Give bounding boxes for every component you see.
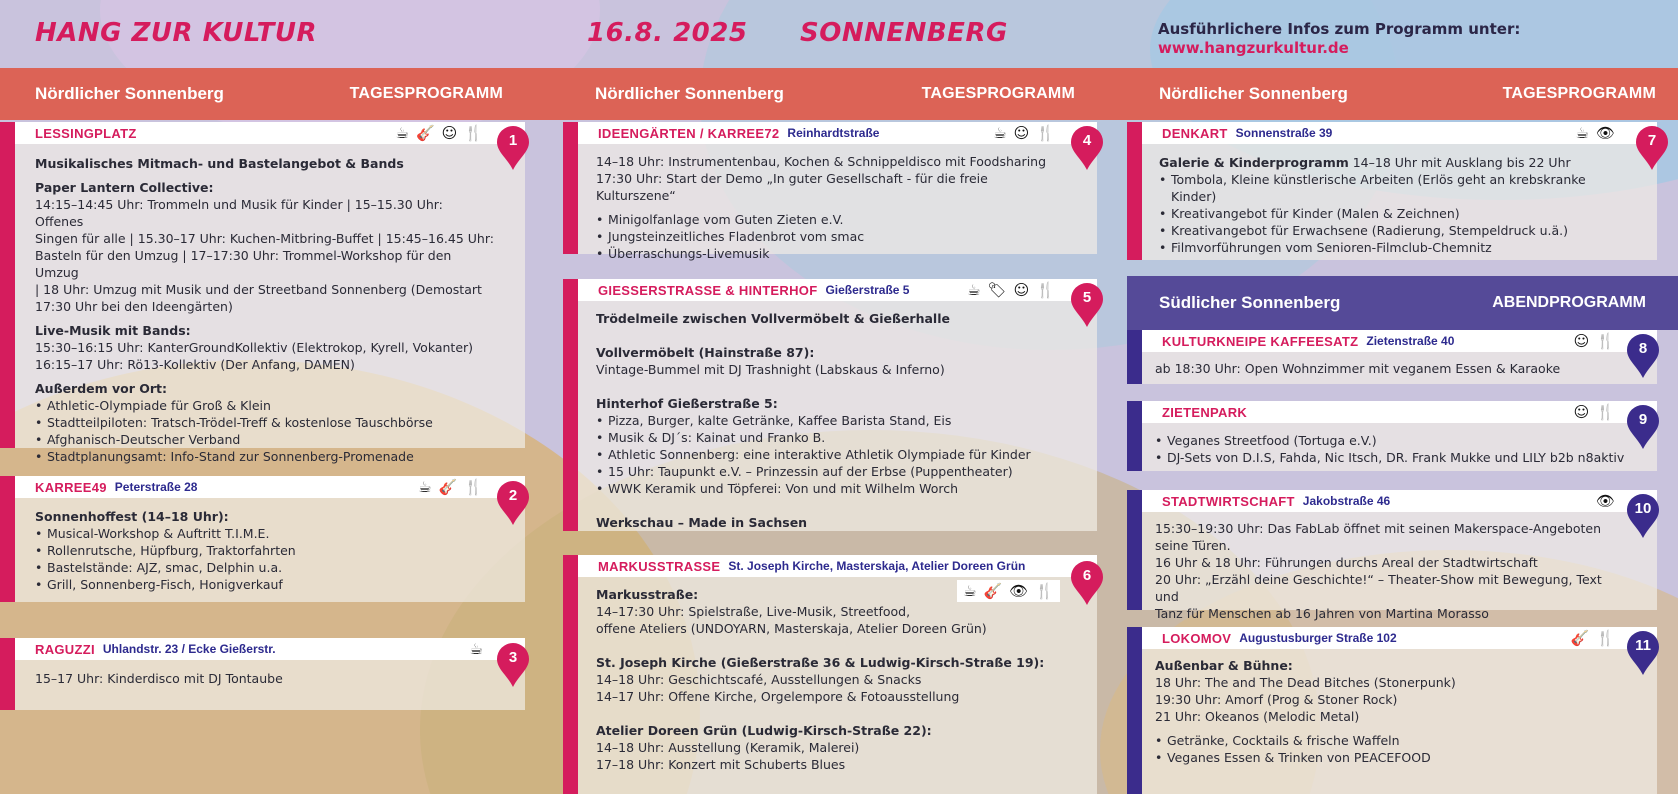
- list-item: • DJ-Sets von D.I.S, Fahda, Nic Itsch, DR. Frank Mukke und LILY b2b n8aktiv: [1155, 449, 1627, 466]
- venue-6: [563, 555, 1097, 794]
- venue-body: [596, 310, 1067, 531]
- list-item: • Filmvorführungen vom Senioren-Filmclub-Chemnitz: [1159, 239, 1627, 256]
- kids-icon: ☺: [441, 123, 458, 142]
- text-line: Markusstraße:: [596, 587, 699, 602]
- text-line: Galerie & Kinderprogramm: [1159, 155, 1349, 170]
- list-item: • Jungsteinzeitliches Fladenbrot vom smac: [596, 228, 1067, 245]
- venue-body: [1159, 154, 1627, 256]
- food-icon: 🍴: [1036, 123, 1055, 142]
- text-line: ab 18:30 Uhr: Open Wohnzimmer mit veganem Essen & Karaoke: [1155, 361, 1561, 376]
- band-south: [1127, 276, 1678, 330]
- venue-icons: [1574, 330, 1615, 352]
- venue-icons: [1571, 627, 1615, 649]
- list-item: • Überraschungs-Livemusik: [596, 245, 1067, 262]
- text-line: Live-Musik mit Bands:: [35, 323, 191, 338]
- kids-icon: ☺: [1013, 280, 1030, 299]
- text-line: 16:15–17 Uhr: Rö13-Kollektiv (Der Anfang, DAMEN): [35, 357, 355, 372]
- list-item: • Kreativangebot für Kinder (Malen & Zeichnen): [1159, 205, 1627, 222]
- venue-name: DENKART: [1162, 125, 1228, 141]
- venue-1: [0, 122, 525, 464]
- text-line: Paper Lantern Collective:: [35, 180, 214, 195]
- food-icon: 🍴: [464, 123, 483, 142]
- workshop-icon: ☕: [967, 280, 981, 299]
- venue-icons: [418, 476, 483, 498]
- venue-name: GIESSERSTRASSE & HINTERHOF: [598, 282, 818, 298]
- page-header: [0, 0, 1678, 68]
- eye-icon: 👁: [1595, 123, 1615, 142]
- text-line: 19:30 Uhr: Amorf (Prog & Stoner Rock): [1155, 692, 1398, 707]
- workshop-icon: ☕: [395, 123, 409, 142]
- map-pin-1: [497, 126, 529, 166]
- text-line: 20 Uhr: „Erzähl deine Geschichte!“ – Theater-Show mit Bewegung, Text und: [1155, 572, 1602, 604]
- venue-11: [1127, 627, 1657, 794]
- eye-icon: 👁: [1009, 581, 1029, 600]
- text-line: 14:15–14:45 Uhr: Trommeln und Musik für Kinder | 15–15.30 Uhr: Offenes: [35, 197, 443, 229]
- pin-number: 6: [1082, 567, 1092, 584]
- event-place: SONNENBERG: [800, 18, 1008, 48]
- venue-address: Uhlandstr. 23 / Ecke Gießerstr.: [102, 642, 276, 656]
- food-icon: 🍴: [1036, 280, 1055, 299]
- text-line: 14–18 Uhr: Instrumentenbau, Kochen & Schnippeldisco mit Foodsharing: [596, 154, 1047, 169]
- map-pin-3: [497, 643, 529, 683]
- text-line: 17–18 Uhr: Konzert mit Schuberts Blues: [596, 757, 846, 772]
- text-line: Atelier Doreen Grün (Ludwig-Kirsch-Straße 22):: [596, 723, 932, 738]
- text-line: 14–17:30 Uhr: Spielstraße, Live-Musik, Streetfood,: [596, 604, 911, 619]
- venue-address: Sonnenstraße 39: [1235, 126, 1333, 140]
- map-pin-5: [1071, 283, 1103, 323]
- text-line: Werkschau – Made in Sachsen: [596, 515, 808, 530]
- text-line: Außenbar & Bühne:: [1155, 658, 1293, 673]
- venue-name: MARKUSSTRASSE: [598, 558, 721, 574]
- venue-icons: [470, 638, 483, 660]
- market-icon: 🏷: [987, 280, 1007, 299]
- venue-address: St. Joseph Kirche, Masterskaja, Atelier Doreen Grün: [728, 559, 1026, 573]
- text-line: 14–18 Uhr: Geschichtscafé, Ausstellungen & Snacks: [596, 672, 922, 687]
- text-line: Singen für alle | 15.30–17 Uhr: Kuchen-Mitbring-Buffet | 15:45–16.45 Uhr:: [35, 231, 494, 246]
- map-pin-4: [1071, 126, 1103, 166]
- text-line: Vollvermöbelt (Hainstraße 87):: [596, 345, 815, 360]
- venue-address: Augustusburger Straße 102: [1239, 631, 1397, 645]
- venue-address: Jakobstraße 46: [1302, 494, 1391, 508]
- venue-name: STADTWIRTSCHAFT: [1162, 493, 1295, 509]
- music-icon: 🎸: [415, 123, 435, 142]
- band-area: Nördlicher Sonnenberg: [1159, 84, 1348, 103]
- list-item: • Rollenrutsche, Hüpfburg, Traktorfahrten: [35, 542, 495, 559]
- list-item: • Stadtplanungsamt: Info-Stand zur Sonnenberg-Promenade: [35, 448, 495, 465]
- venue-icons: [1574, 401, 1615, 423]
- food-icon: 🍴: [464, 477, 483, 496]
- venue-address: Reinhardtstraße: [787, 126, 880, 140]
- website-link[interactable]: www.hangzurkultur.de: [1158, 39, 1349, 57]
- text-line: 14–18 Uhr: Ausstellung (Keramik, Malerei): [596, 740, 860, 755]
- workshop-icon: ☕: [1575, 123, 1589, 142]
- venue-3: [0, 638, 525, 710]
- text-line: Außerdem vor Ort:: [35, 381, 168, 396]
- list-item: • Veganes Streetfood (Tortuga e.V.): [1155, 432, 1627, 449]
- list-item: • Athletic-Olympiade für Groß & Klein: [35, 397, 495, 414]
- venue-address: Zietenstraße 40: [1366, 334, 1455, 348]
- venue-body: [35, 155, 495, 465]
- kids-icon: ☺: [1573, 402, 1590, 421]
- pin-number: 7: [1647, 132, 1657, 149]
- text-line: offene Ateliers (UNDOYARN, Masterskaja, Atelier Doreen Grün): [596, 621, 987, 636]
- venue-header: [578, 555, 1097, 577]
- text-line: Hinterhof Gießerstraße 5:: [596, 396, 778, 411]
- pin-number: 9: [1638, 411, 1648, 428]
- band-north-1: [0, 68, 525, 120]
- text-line: 15–17 Uhr: Kinderdisco mit DJ Tontaube: [35, 671, 283, 686]
- venue-5: [563, 279, 1097, 531]
- food-icon: 🍴: [1596, 331, 1615, 350]
- venue-icons: [396, 122, 483, 144]
- venue-header: [15, 638, 525, 660]
- venue-4: [563, 122, 1097, 261]
- venue-address: Gießerstraße 5: [825, 283, 910, 297]
- list-item: • Veganes Essen & Trinken von PEACEFOOD: [1155, 749, 1627, 766]
- list-item: • Bastelstände: AJZ, smac, Delphin u.a.: [35, 559, 495, 576]
- map-pin-11: [1627, 631, 1659, 671]
- text-line: Vintage-Bummel mit DJ Trashnight (Labskaus & Inferno): [596, 362, 945, 377]
- venue-body: [35, 670, 495, 687]
- map-pin-10: [1627, 494, 1659, 534]
- list-item: • Grill, Sonnenberg-Fisch, Honigverkauf: [35, 576, 495, 593]
- venue-icons: [967, 279, 1055, 301]
- venue-body: [1155, 360, 1627, 377]
- map-pin-7: [1636, 126, 1668, 166]
- text-line: 17:30 Uhr bei den Ideengärten): [35, 299, 233, 314]
- band-program: ABENDPROGRAMM: [1492, 294, 1646, 311]
- event-date: 16.8. 2025: [587, 18, 748, 48]
- venue-icons: [993, 122, 1055, 144]
- text-line: 17:30 Uhr: Start der Demo „In guter Gesellschaft - für die freie Kulturszene“: [596, 171, 988, 203]
- venue-body: [1155, 432, 1627, 466]
- band-program: TAGESPROGRAMM: [921, 85, 1075, 102]
- text-line: 18 Uhr: The and The Dead Bitches (Stonerpunk): [1155, 675, 1456, 690]
- band-north-3: [1124, 68, 1678, 120]
- workshop-icon: ☕: [963, 581, 977, 600]
- workshop-icon: ☕: [418, 477, 432, 496]
- info-label: Ausführlichere Infos zum Programm unter:: [1158, 20, 1521, 38]
- text-line: Trödelmeile zwischen Vollvermöbelt & Gießerhalle: [596, 311, 950, 326]
- pin-number: 1: [508, 132, 518, 149]
- kids-icon: ☺: [1013, 123, 1030, 142]
- text-line: Basteln für den Umzug | 17–17:30 Uhr: Trommel-Workshop für den Umzug: [35, 248, 452, 280]
- venue-7: [1127, 122, 1657, 260]
- pin-number: 10: [1634, 500, 1652, 517]
- venue-9: [1127, 401, 1657, 471]
- band-area: Nördlicher Sonnenberg: [35, 84, 224, 103]
- text-line: 14–17 Uhr: Offene Kirche, Orgelempore & Fotoausstellung: [596, 689, 960, 704]
- list-item: • Afghanisch-Deutscher Verband: [35, 431, 495, 448]
- pin-number: 5: [1082, 289, 1092, 306]
- food-icon: 🍴: [1596, 402, 1615, 421]
- text-line: Musikalisches Mitmach- und Bastelangebot & Bands: [35, 156, 404, 171]
- food-icon: 🍴: [1035, 581, 1054, 600]
- venue-name: LOKOMOV: [1162, 630, 1232, 646]
- pin-number: 3: [508, 649, 518, 666]
- text-line: seine Türen.: [1155, 538, 1231, 553]
- text-line: 14–18 Uhr mit Ausklang bis 22 Uhr: [1348, 155, 1571, 170]
- venue-icons: [1596, 490, 1615, 512]
- venue-name: KARREE49: [35, 479, 107, 495]
- list-item: • Tombola, Kleine künstlerische Arbeiten (Erlös geht an krebskranke Kinder): [1159, 171, 1627, 205]
- map-pin-2: [497, 481, 529, 521]
- workshop-icon: ☕: [993, 123, 1007, 142]
- list-item: • Pizza, Burger, kalte Getränke, Kaffee Barista Stand, Eis: [596, 412, 1067, 429]
- band-area: Nördlicher Sonnenberg: [595, 84, 784, 103]
- list-item: • Getränke, Cocktails & frische Waffeln: [1155, 732, 1627, 749]
- event-title: HANG ZUR KULTUR: [35, 18, 318, 48]
- text-line: | 18 Uhr: Umzug mit Musik und der Streetband Sonnenberg (Demostart: [35, 282, 482, 297]
- text-line: 21 Uhr: Okeanos (Melodic Metal): [1155, 709, 1360, 724]
- eye-icon: 👁: [1595, 491, 1615, 510]
- list-item: • Athletic Sonnenberg: eine interaktive Athletik Olympiade für Kinder: [596, 446, 1067, 463]
- pin-number: 4: [1082, 132, 1092, 149]
- list-item: • Kreativangebot für Erwachsene (Radierung, Stempeldruck u.ä.): [1159, 222, 1627, 239]
- venue-10: [1127, 490, 1657, 621]
- list-item: • Stadtteilpiloten: Tratsch-Trödel-Treff & kostenlose Tauschbörse: [35, 414, 495, 431]
- music-icon: 🎸: [438, 477, 458, 496]
- venue-body: [1155, 657, 1627, 766]
- list-item: • WWK Keramik und Töpferei: Von und mit Wilhelm Worch: [596, 480, 1067, 497]
- venue-name: KULTURKNEIPE KAFFEESATZ: [1162, 333, 1359, 349]
- venue-8: [1127, 330, 1657, 384]
- text-line: 15:30–16:15 Uhr: KanterGroundKollektiv (Elektrokop, Kyrell, Vokanter): [35, 340, 474, 355]
- venue-2: [0, 476, 525, 602]
- list-item: • Minigolfanlage vom Guten Zieten e.V.: [596, 211, 1067, 228]
- band-area: Südlicher Sonnenberg: [1159, 293, 1341, 312]
- food-icon: 🍴: [1596, 628, 1615, 647]
- text-line: Tanz für Menschen ab 16 Jahren von Martina Morasso: [1155, 606, 1489, 621]
- text-line: 16 Uhr & 18 Uhr: Führungen durchs Areal der Stadtwirtschaft: [1155, 555, 1538, 570]
- list-item: • 15 Uhr: Taupunkt e.V. – Prinzessin auf der Erbse (Puppentheater): [596, 463, 1067, 480]
- music-icon: 🎸: [1570, 628, 1590, 647]
- venue-icons: [1576, 122, 1616, 144]
- text-line: St. Joseph Kirche (Gießerstraße 36 & Ludwig-Kirsch-Straße 19):: [596, 655, 1045, 670]
- map-pin-9: [1627, 405, 1659, 445]
- map-pin-6: [1071, 561, 1103, 601]
- band-program: TAGESPROGRAMM: [349, 85, 503, 102]
- venue-body: [596, 153, 1067, 262]
- list-item: • Musical-Workshop & Auftritt T.I.M.E.: [35, 525, 495, 542]
- map-pin-8: [1627, 334, 1659, 374]
- pin-number: 2: [508, 487, 518, 504]
- pin-number: 11: [1635, 637, 1651, 654]
- band-program: TAGESPROGRAMM: [1502, 85, 1656, 102]
- venue-name: IDEENGÄRTEN / KARREE72: [598, 125, 780, 141]
- venue-name: RAGUZZI: [35, 641, 95, 657]
- kids-icon: ☺: [1573, 331, 1590, 350]
- workshop-icon: ☕: [469, 639, 483, 658]
- venue-body: [1155, 520, 1627, 622]
- list-item: • Musik & DJ´s: Kainat und Franko B.: [596, 429, 1067, 446]
- venue-name: LESSINGPLATZ: [35, 125, 137, 141]
- venue-body: [35, 508, 495, 593]
- venue-header: [1142, 490, 1657, 512]
- band-north-2: [560, 68, 1097, 120]
- text-line: Sonnenhoffest (14–18 Uhr):: [35, 509, 229, 524]
- venue-address: Peterstraße 28: [114, 480, 198, 494]
- pin-number: 8: [1638, 340, 1648, 357]
- venue-body: [596, 581, 1067, 773]
- music-icon: 🎸: [983, 581, 1003, 600]
- venue-name: ZIETENPARK: [1162, 404, 1248, 420]
- text-line: 15:30–19:30 Uhr: Das FabLab öffnet mit seinen Makerspace-Angeboten: [1155, 521, 1602, 536]
